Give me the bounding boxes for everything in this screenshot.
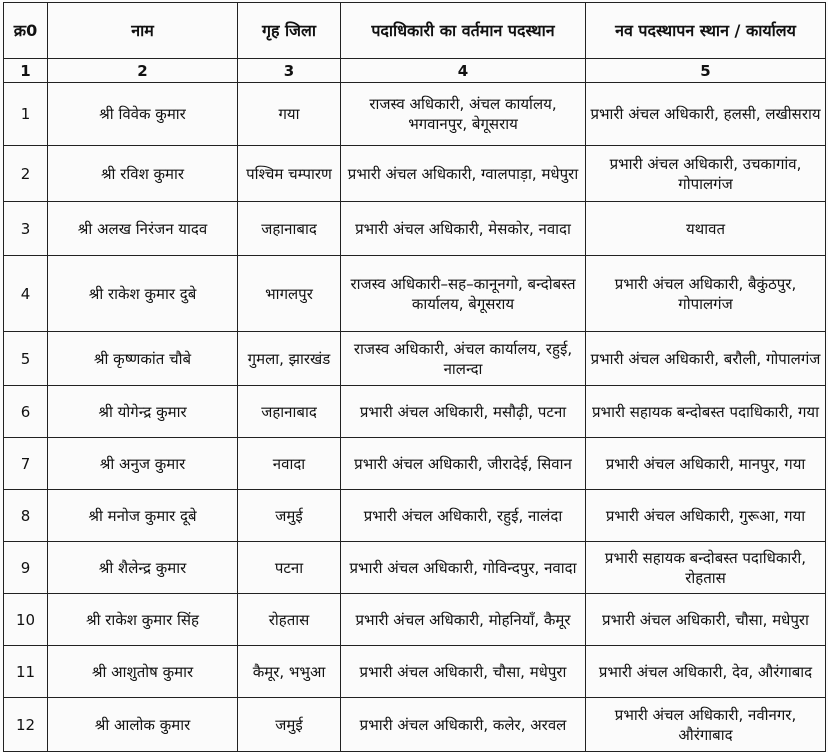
new-post-cell: प्रभारी अंचल अधिकारी, मानपुर, गया: [586, 438, 826, 490]
home-district-cell: रोहतास: [238, 594, 341, 646]
name-cell: श्री रविश कुमार: [48, 146, 238, 202]
serial-cell: 10: [4, 594, 48, 646]
name-cell: श्री अनुज कुमार: [48, 438, 238, 490]
table-row: [4, 386, 826, 438]
home-district-cell: जमुई: [238, 490, 341, 542]
new-post-cell: प्रभारी सहायक बन्दोबस्त पदाधिकारी, रोहतास: [586, 542, 826, 594]
serial-cell: 8: [4, 490, 48, 542]
current-post-cell: प्रभारी अंचल अधिकारी, मोहनियाँ, कैमूर: [341, 594, 586, 646]
serial-cell: 7: [4, 438, 48, 490]
name-cell: श्री राकेश कुमार दुबे: [48, 256, 238, 332]
new-post-cell: प्रभारी अंचल अधिकारी, उचकागांव, गोपालगंज: [586, 146, 826, 202]
name-cell: श्री आशुतोष कुमार: [48, 646, 238, 698]
column-number: 1: [4, 59, 48, 83]
home-district-cell: पश्चिम चम्पारण: [238, 146, 341, 202]
table-row: [4, 146, 826, 202]
header-name: नाम: [48, 3, 238, 59]
table-row: [4, 332, 826, 386]
home-district-cell: पटना: [238, 542, 341, 594]
table-row: [4, 698, 826, 752]
serial-cell: 12: [4, 698, 48, 752]
name-cell: श्री आलोक कुमार: [48, 698, 238, 752]
table-row: [4, 83, 826, 146]
home-district-cell: भागलपुर: [238, 256, 341, 332]
officer-transfer-table: [3, 2, 826, 752]
home-district-cell: गुमला, झारखंड: [238, 332, 341, 386]
name-cell: श्री राकेश कुमार सिंह: [48, 594, 238, 646]
new-post-cell: प्रभारी अंचल अधिकारी, देव, औरंगाबाद: [586, 646, 826, 698]
column-number: 4: [341, 59, 586, 83]
new-post-cell: प्रभारी अंचल अधिकारी, बैकुंठपुर, गोपालगंज: [586, 256, 826, 332]
current-post-cell: राजस्व अधिकारी, अंचल कार्यालय, भगवानपुर, बेगूसराय: [341, 83, 586, 146]
home-district-cell: जहानाबाद: [238, 386, 341, 438]
name-cell: श्री मनोज कुमार दूबे: [48, 490, 238, 542]
current-post-cell: प्रभारी अंचल अधिकारी, गोविन्दपुर, नवादा: [341, 542, 586, 594]
current-post-cell: प्रभारी अंचल अधिकारी, मसौढ़ी, पटना: [341, 386, 586, 438]
table-row: [4, 646, 826, 698]
home-district-cell: कैमूर, भभुआ: [238, 646, 341, 698]
serial-cell: 9: [4, 542, 48, 594]
name-cell: श्री अलख निरंजन यादव: [48, 202, 238, 256]
current-post-cell: प्रभारी अंचल अधिकारी, रहुई, नालंदा: [341, 490, 586, 542]
column-number: 2: [48, 59, 238, 83]
table-body: [4, 83, 826, 752]
new-post-cell: प्रभारी अंचल अधिकारी, बरौली, गोपालगंज: [586, 332, 826, 386]
name-cell: श्री योगेन्द्र कुमार: [48, 386, 238, 438]
serial-cell: 2: [4, 146, 48, 202]
name-cell: श्री शैलेन्द्र कुमार: [48, 542, 238, 594]
table-row: [4, 256, 826, 332]
name-cell: श्री विवेक कुमार: [48, 83, 238, 146]
home-district-cell: जहानाबाद: [238, 202, 341, 256]
table-row: [4, 490, 826, 542]
table-row: [4, 542, 826, 594]
new-post-cell: प्रभारी अंचल अधिकारी, गुरूआ, गया: [586, 490, 826, 542]
column-number: 5: [586, 59, 826, 83]
serial-cell: 11: [4, 646, 48, 698]
header-serial: क्र0: [4, 3, 48, 59]
name-cell: श्री कृष्णकांत चौबे: [48, 332, 238, 386]
column-number-row: [4, 59, 826, 83]
serial-cell: 4: [4, 256, 48, 332]
serial-cell: 5: [4, 332, 48, 386]
current-post-cell: राजस्व अधिकारी–सह–कानूनगो, बन्दोबस्त कार्यालय, बेगूसराय: [341, 256, 586, 332]
current-post-cell: प्रभारी अंचल अधिकारी, मेसकोर, नवादा: [341, 202, 586, 256]
new-post-cell: प्रभारी सहायक बन्दोबस्त पदाधिकारी, गया: [586, 386, 826, 438]
serial-cell: 3: [4, 202, 48, 256]
current-post-cell: प्रभारी अंचल अधिकारी, जीरादेई, सिवान: [341, 438, 586, 490]
serial-cell: 6: [4, 386, 48, 438]
current-post-cell: प्रभारी अंचल अधिकारी, कलेर, अरवल: [341, 698, 586, 752]
home-district-cell: गया: [238, 83, 341, 146]
new-post-cell: प्रभारी अंचल अधिकारी, हलसी, लखीसराय: [586, 83, 826, 146]
serial-cell: 1: [4, 83, 48, 146]
table-row: [4, 202, 826, 256]
header-row: [4, 3, 826, 59]
header-current-post: पदाधिकारी का वर्तमान पदस्थान: [341, 3, 586, 59]
table-row: [4, 594, 826, 646]
home-district-cell: जमुई: [238, 698, 341, 752]
header-new-post: नव पदस्थापन स्थान / कार्यालय: [586, 3, 826, 59]
current-post-cell: प्रभारी अंचल अधिकारी, चौसा, मधेपुरा: [341, 646, 586, 698]
new-post-cell: प्रभारी अंचल अधिकारी, नवीनगर, औरंगाबाद: [586, 698, 826, 752]
table-row: [4, 438, 826, 490]
current-post-cell: प्रभारी अंचल अधिकारी, ग्वालपाड़ा, मधेपुरा: [341, 146, 586, 202]
column-number: 3: [238, 59, 341, 83]
current-post-cell: राजस्व अधिकारी, अंचल कार्यालय, रहुई, नालन्दा: [341, 332, 586, 386]
header-home-district: गृह जिला: [238, 3, 341, 59]
new-post-cell: यथावत: [586, 202, 826, 256]
home-district-cell: नवादा: [238, 438, 341, 490]
new-post-cell: प्रभारी अंचल अधिकारी, चौसा, मधेपुरा: [586, 594, 826, 646]
